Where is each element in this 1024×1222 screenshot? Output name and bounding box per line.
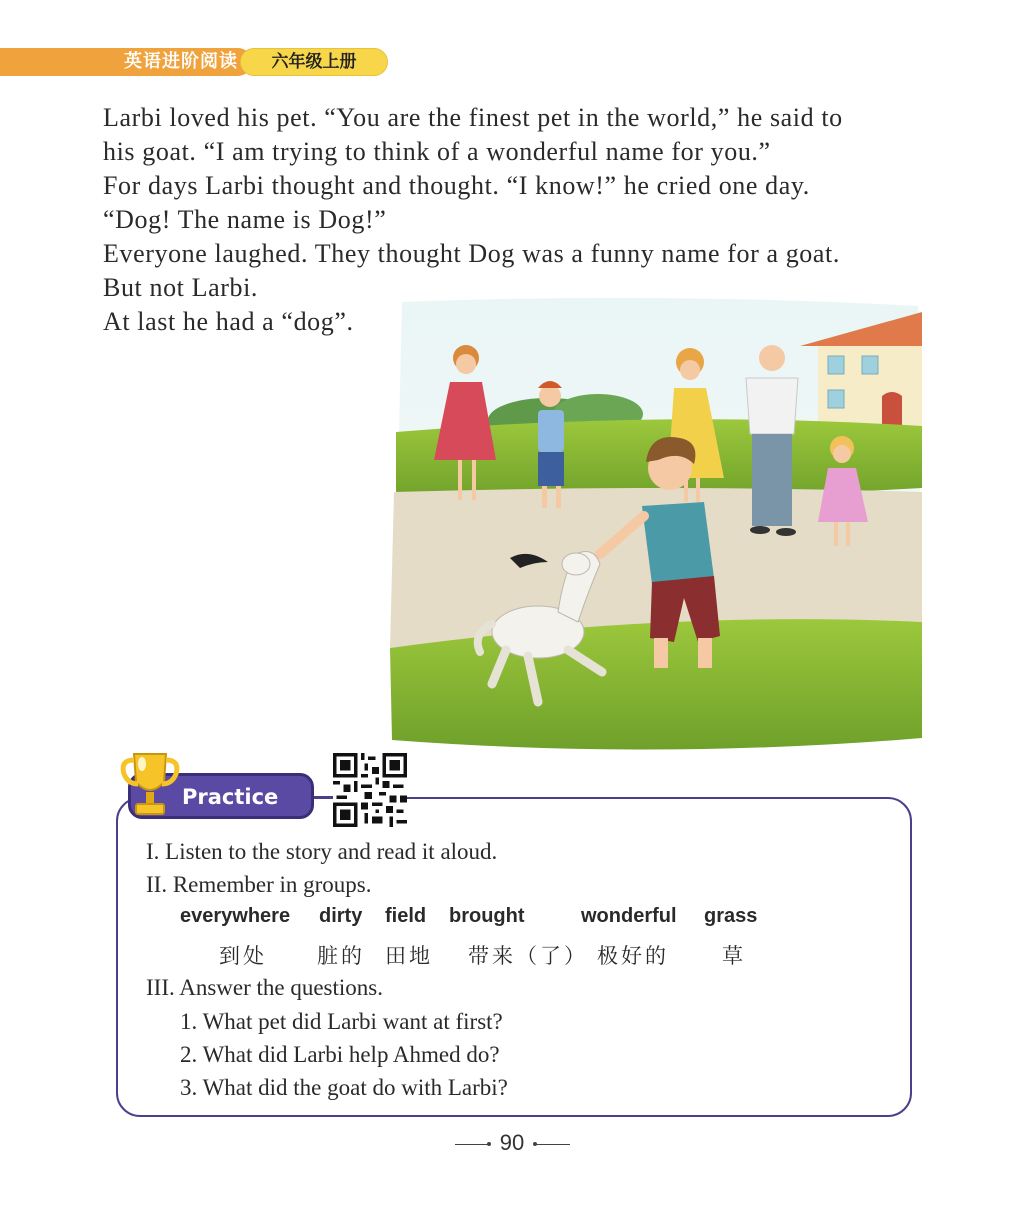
story-line: But not Larbi.: [103, 273, 258, 302]
vocab-word: wonderful: [581, 905, 677, 927]
story-line: Everyone laughed. They thought Dog was a funny name for a goat.: [103, 239, 840, 268]
task-listen: I. Listen to the story and read it aloud.: [146, 839, 498, 864]
story-illustration: [388, 292, 922, 752]
vocab-translation: 带来（了）: [468, 944, 588, 968]
page-dot: [487, 1142, 491, 1146]
vocab-word: field: [385, 905, 427, 927]
practice-title: Practice: [182, 785, 279, 809]
vocab-word: grass: [704, 905, 758, 927]
story-line: At last he had a “dog”.: [103, 307, 354, 336]
vocab-translation: 到处: [219, 944, 267, 968]
tab-connector: [312, 796, 334, 798]
page-number: 90: [499, 1130, 525, 1155]
page-rule-right: [536, 1144, 570, 1145]
qr-code-icon: [333, 753, 407, 827]
vocab-translation: 田地: [385, 944, 433, 968]
page-rule-left: [455, 1144, 489, 1145]
question-item: 2. What did Larbi help Ahmed do?: [180, 1042, 500, 1067]
vocab-translation: 脏的: [317, 944, 365, 968]
question-item: 1. What pet did Larbi want at first?: [180, 1009, 503, 1034]
story-line: For days Larbi thought and thought. “I know!” he cried one day.: [103, 171, 810, 200]
story-line: “Dog! The name is Dog!”: [103, 205, 387, 234]
task-answer: III. Answer the questions.: [146, 975, 383, 1000]
vocab-translation: 极好的: [597, 944, 669, 968]
story-line: his goat. “I am trying to think of a wonderful name for you.”: [103, 137, 771, 166]
story-line: Larbi loved his pet. “You are the finest pet in the world,” he said to: [103, 103, 843, 132]
vocab-word: everywhere: [180, 905, 291, 927]
vocab-word: brought: [449, 905, 525, 927]
task-remember: II. Remember in groups.: [146, 872, 372, 897]
series-title: 英语进阶阅读: [124, 51, 238, 72]
grade-label: 六年级上册: [271, 52, 357, 72]
vocab-word: dirty: [319, 905, 363, 927]
question-item: 3. What did the goat do with Larbi?: [180, 1075, 508, 1100]
vocab-translation: 草: [722, 944, 746, 968]
trophy-icon: [118, 748, 182, 820]
